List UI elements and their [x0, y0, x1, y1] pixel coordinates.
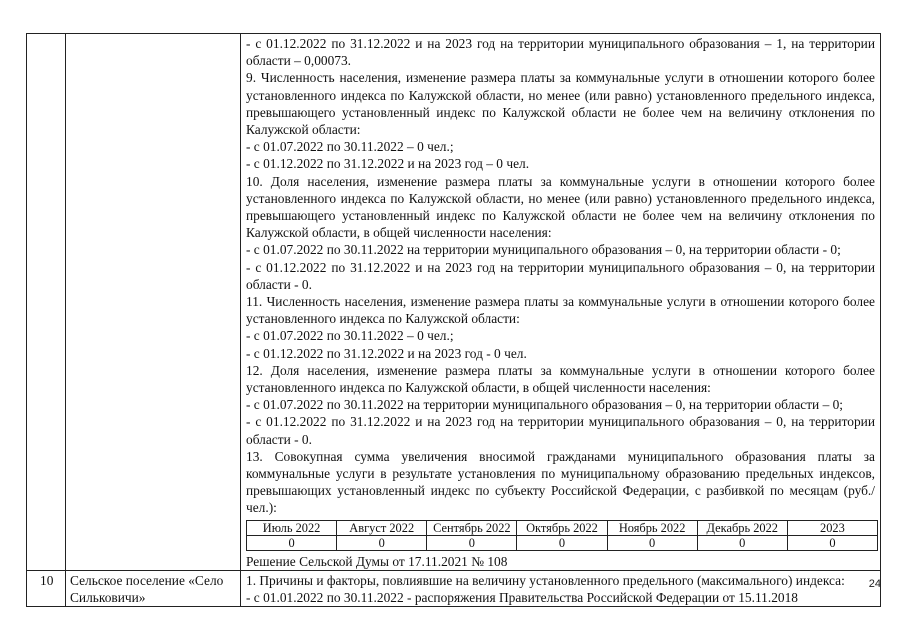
details-content: [241, 34, 880, 570]
paragraph: - с 01.12.2022 по 31.12.2022 и на 2023 год – 0 чел.: [246, 156, 530, 172]
column-header: Ноябрь 2022: [607, 520, 697, 535]
paragraph: - с 01.12.2022 по 31.12.2022 и на 2023 год на территории муниципального образования – 0, на территории области - 0.: [246, 414, 875, 447]
column-header: Июль 2022: [247, 520, 337, 535]
details-cell: [241, 34, 881, 571]
table-cell: 0: [787, 535, 877, 550]
paragraph: - с 01.07.2022 по 30.11.2022 – 0 чел.;: [246, 328, 454, 344]
column-header: Декабрь 2022: [697, 520, 787, 535]
tariff-table: [26, 33, 881, 607]
details-cell: [241, 570, 881, 606]
table-cell: 0: [517, 535, 607, 550]
paragraph: - с 01.07.2022 по 30.11.2022 на территории муниципального образования – 0, на территории области – 0;: [246, 397, 844, 413]
municipality-name-cell: Сельское поселение «Село Сильковичи»: [66, 570, 241, 606]
column-header: Сентябрь 2022: [427, 520, 517, 535]
table-row: [247, 535, 878, 550]
paragraph: - с 01.12.2022 по 31.12.2022 и на 2023 год на территории муниципального образования – 1, на территории области – 0,00073.: [246, 36, 875, 69]
paragraph: - с 01.01.2022 по 30.11.2022 - распоряжения Правительства Российской Федерации от 15.11.2018: [246, 590, 799, 606]
details-content: [241, 571, 880, 606]
table-row: [27, 34, 881, 571]
table-cell: 0: [607, 535, 697, 550]
row-number-cell: 10: [27, 570, 66, 606]
table-cell: 0: [697, 535, 787, 550]
paragraph: 11. Численность населения, изменение размера платы за коммунальные услуги в отношении которого более установленного индекса по Калужской области:: [246, 294, 875, 327]
paragraph: - с 01.07.2022 по 30.11.2022 – 0 чел.;: [246, 139, 454, 155]
paragraph: 9. Численность населения, изменение размера платы за коммунальные услуги в отношении которого более установленного индекса по Калужской области, но менее (или равно) установленного предельного индекса, превышающего установленный индекс по Калужской области не более чем на величину отклонения по Калужской области:: [246, 70, 875, 138]
paragraph: - с 01.12.2022 по 31.12.2022 и на 2023 год - 0 чел.: [246, 345, 527, 361]
column-header: Август 2022: [337, 520, 427, 535]
table-cell: 0: [337, 535, 427, 550]
paragraph: - с 01.12.2022 по 31.12.2022 и на 2023 год на территории муниципального образования – 0, на территории области - 0.: [246, 259, 875, 292]
paragraph: 1. Причины и факторы, повлиявшие на величину установленного предельного (максимального) индекса:: [246, 572, 845, 588]
page-number: 24: [868, 578, 881, 590]
paragraph: - с 01.07.2022 по 30.11.2022 на территории муниципального образования – 0, на территории области - 0;: [246, 242, 841, 258]
paragraph: 12. Доля населения, изменение размера платы за коммунальные услуги в отношении которого более установленного индекса по Калужской области, в общей численности населения:: [246, 362, 875, 396]
table-row: [27, 570, 881, 606]
monthly-table-wrap: [246, 517, 875, 553]
monthly-increase-table: [246, 520, 878, 551]
municipality-name-cell: [66, 34, 241, 571]
column-header: 2023: [787, 520, 877, 535]
table-cell: 0: [247, 535, 337, 550]
table-cell: 0: [427, 535, 517, 550]
table-header-row: [247, 520, 878, 535]
decision-reference: Решение Сельской Думы от 17.11.2021 № 108: [246, 553, 508, 569]
paragraph: 13. Совокупная сумма увеличения вносимой гражданами муниципального образования платы за коммунальные услуги в результате установления по муниципальному образованию предельных индексов, превышающих установленный индекс по субъекту Российской Федерации, с разбивкой по месяцам (руб./чел.):: [246, 448, 875, 516]
column-header: Октябрь 2022: [517, 520, 607, 535]
paragraph: 10. Доля населения, изменение размера платы за коммунальные услуги в отношении которого более установленного индекса по Калужской области, но менее (или равно) установленного предельного индекса, превышающего установленный индекс по Калужской области не более чем на величину отклонения по Калужской области, в общей численности населения:: [246, 173, 875, 241]
row-number-cell: [27, 34, 66, 571]
